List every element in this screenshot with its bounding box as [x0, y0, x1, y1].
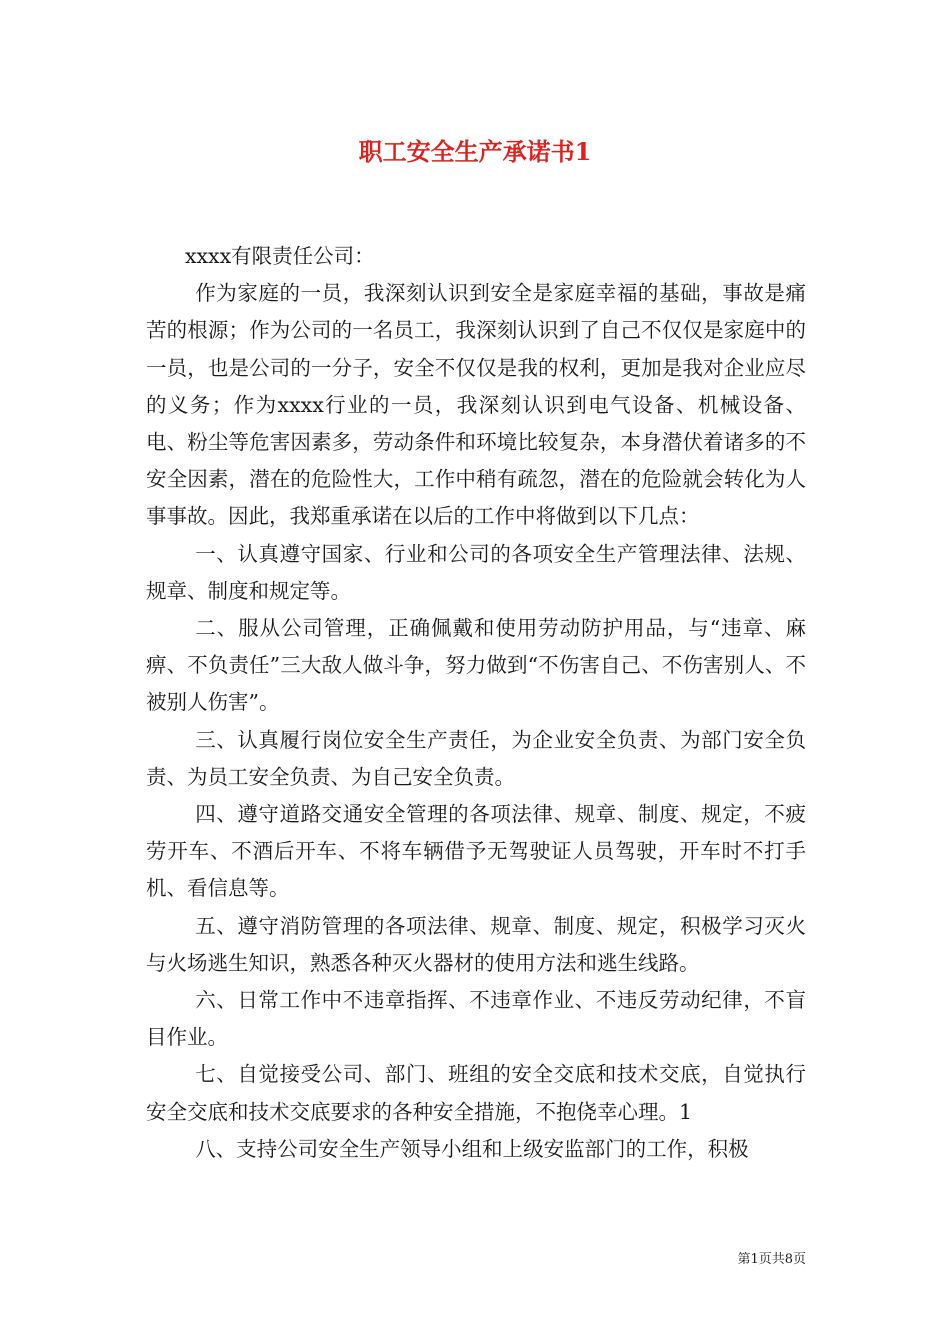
paragraph-item-6: 六、日常工作中不违章指挥、不违章作业、不违反劳动纪律，不盲目作业。: [146, 988, 806, 1050]
page-number: 第1页共8页: [737, 1252, 806, 1267]
salutation: xxxx有限责任公司：: [184, 244, 375, 268]
document-body: [146, 238, 806, 1168]
paragraph-item-2: 二、服从公司管理，正确佩戴和使用劳动防护用品，与“违章、麻痹、不负责任”三大敌人做斗争，努力做到“不伤害自己、不伤害别人、不被别人伤害”。: [146, 616, 806, 715]
paragraph-item-8: 八、支持公司安全生产领导小组和上级安监部门的工作，积极: [195, 1136, 749, 1161]
paragraph-item-7: 七、自觉接受公司、部门、班组的安全交底和技术交底，自觉执行安全交底和技术交底要求的各种安全措施，不抱侥幸心理。1: [146, 1062, 806, 1124]
paragraph-item-1: 一、认真遵守国家、行业和公司的各项安全生产管理法律、法规、规章、制度和规定等。: [146, 541, 806, 603]
paragraph-item-4: 四、遵守道路交通安全管理的各项法律、规章、制度、规定，不疲劳开车、不酒后开车、不将车辆借予无驾驶证人员驾驶，开车时不打手机、看信息等。: [146, 802, 806, 901]
paragraph-item-5: 五、遵守消防管理的各项法律、规章、制度、规定，积极学习灭火与火场逃生知识，熟悉各种灭火器材的使用方法和逃生线路。: [146, 913, 806, 975]
paragraph-intro: 作为家庭的一员，我深刻认识到安全是家庭幸福的基础，事故是痛苦的根源；作为公司的一名员工，我深刻认识到了自己不仅仅是家庭中的一员，也是公司的一分子，安全不仅仅是我的权利，更加是我对企业应尽的义务；作为xxxx行业的一员，我深刻认识到电气设备、机械设备、电、粉尘等危害因素多，劳动条件和环境比较复杂，本身潜伏着诸多的不安全因素，潜在的危险性大，工作中稍有疏忽，潜在的危险就会转化为人事事故。因此，我郑重承诺在以后的工作中将做到以下几点：: [146, 281, 806, 529]
paragraph-item-3: 三、认真履行岗位安全生产责任，为企业安全负责、为部门安全负责、为员工安全负责、为自己安全负责。: [146, 727, 806, 789]
document-title: 职工安全生产承诺书1: [358, 137, 592, 166]
